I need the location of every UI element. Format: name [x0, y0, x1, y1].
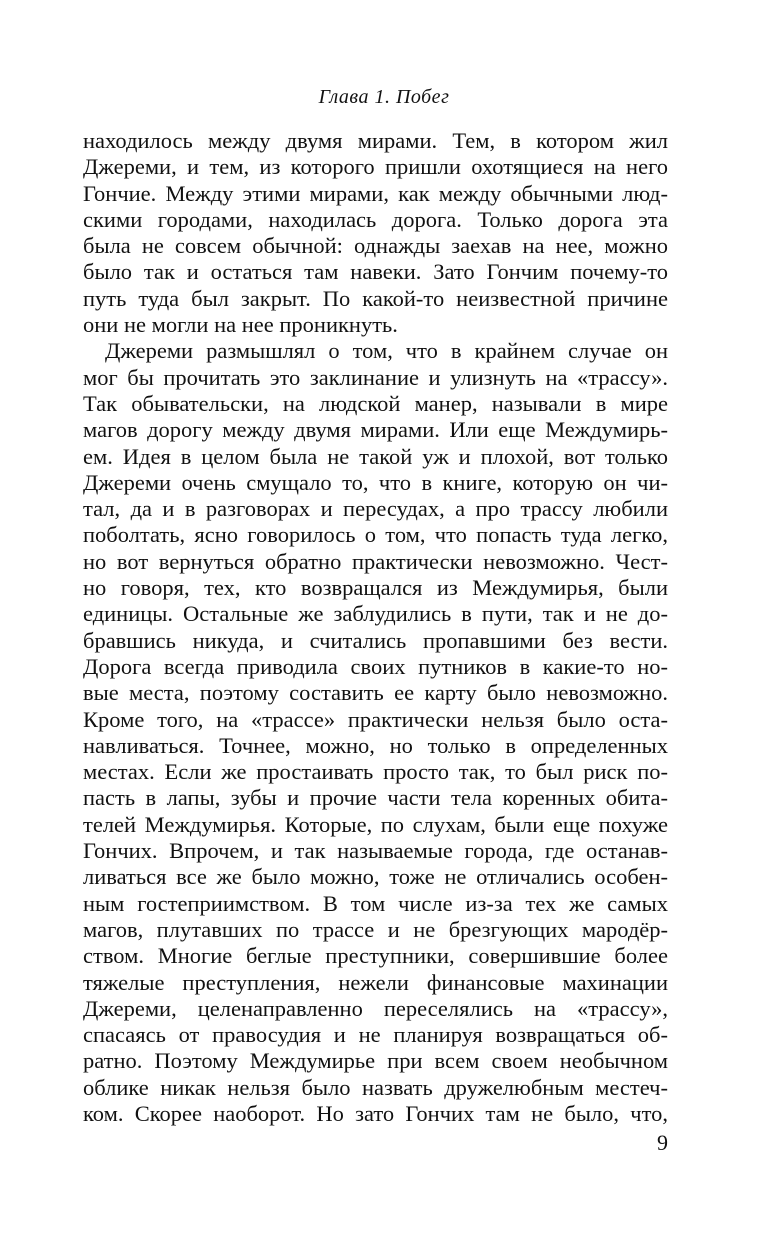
text-line: единицы. Остальные же заблудились в пути, так и не до-: [83, 601, 668, 627]
text-line: пасть в лапы, зубы и прочие части тела коренных обита-: [83, 785, 668, 811]
text-line: находилось между двумя мирами. Тем, в котором жил: [83, 128, 668, 153]
text-line: облике никак нельзя было назвать дружелюбным местеч-: [83, 1074, 668, 1100]
text-line: вые места, поэтому составить ее карту было невозможно.: [83, 680, 668, 706]
text-line: ным гостеприимством. В том числе из-за тех же самых: [83, 890, 668, 916]
text-line: местах. Если же простаивать просто так, то был риск по-: [83, 759, 668, 785]
text-line: Так обывательски, на людской манер, называли в мире: [83, 390, 668, 416]
text-line: Гончих. Впрочем, и так называемые города, где останав-: [83, 838, 668, 864]
text-line: ливаться все же было можно, тоже не отличались особен-: [83, 864, 668, 890]
text-line: поболтать, ясно говорилось о том, что попасть туда легко,: [83, 522, 668, 548]
text-line: тал, да и в разговорах и пересудах, а про трассу любили: [83, 496, 668, 522]
body-text: [83, 128, 668, 1127]
text-line: тяжелые преступления, нежели финансовые махинации: [83, 969, 668, 995]
text-line: скими городами, находилась дорога. Только дорога эта: [83, 206, 668, 232]
text-line: путь туда был закрыт. По какой-то неизвестной причине: [83, 285, 668, 311]
text-line: ем. Идея в целом была не такой уж и плохой, вот только: [83, 443, 668, 469]
text-line: Гончие. Между этими мирами, как между обычными люд-: [83, 180, 668, 206]
text-line: Джереми, и тем, из которого пришли охотящиеся на него: [83, 154, 668, 180]
text-line: навливаться. Точнее, можно, но только в определенных: [83, 732, 668, 758]
text-line: Кроме того, на «трассе» практически нельзя было оста-: [83, 706, 668, 732]
paragraph-end-line: они не могли на нее проникнуть.: [83, 312, 398, 338]
text-line: ратно. Поэтому Междумирье при всем своем необычном: [83, 1048, 668, 1074]
text-line: магов, плутавших по трассе и не брезгующих мародёр-: [83, 916, 668, 942]
paragraph-start-line: Джереми размышлял о том, что в крайнем случае он: [105, 338, 668, 364]
text-line: Дорога всегда приводила своих путников в какие-то но-: [83, 653, 668, 679]
text-line: Джереми очень смущало то, что в книге, которую он чи-: [83, 469, 668, 495]
page-number: 9: [657, 1130, 668, 1155]
text-line: спасаясь от правосудия и не планируя возвращаться об-: [83, 1022, 668, 1048]
text-line: но вот вернуться обратно практически невозможно. Чест-: [83, 548, 668, 574]
text-line: ком. Скорее наоборот. Но зато Гончих там не было, что,: [83, 1100, 668, 1126]
text-line: мог бы прочитать это заклинание и улизнуть на «трассу».: [83, 364, 668, 390]
running-head-chapter-title: Глава 1. Побег: [318, 86, 450, 108]
text-line: Джереми, целенаправленно переселялись на «трассу»,: [83, 995, 668, 1021]
text-line: было так и остаться там навеки. Зато Гончим почему-то: [83, 259, 668, 285]
text-line: бравшись никуда, и считались пропавшими без вести.: [83, 627, 668, 653]
text-line: телей Междумирья. Которые, по слухам, были еще похуже: [83, 811, 668, 837]
text-line: магов дорогу между двумя мирами. Или еще Междумирь-: [83, 417, 668, 443]
text-line: но говоря, тех, кто возвращался из Междумирья, были: [83, 575, 668, 601]
text-line: была не совсем обычной: однажды заехав на нее, можно: [83, 233, 668, 259]
text-line: ством. Многие беглые преступники, совершившие более: [83, 943, 668, 969]
